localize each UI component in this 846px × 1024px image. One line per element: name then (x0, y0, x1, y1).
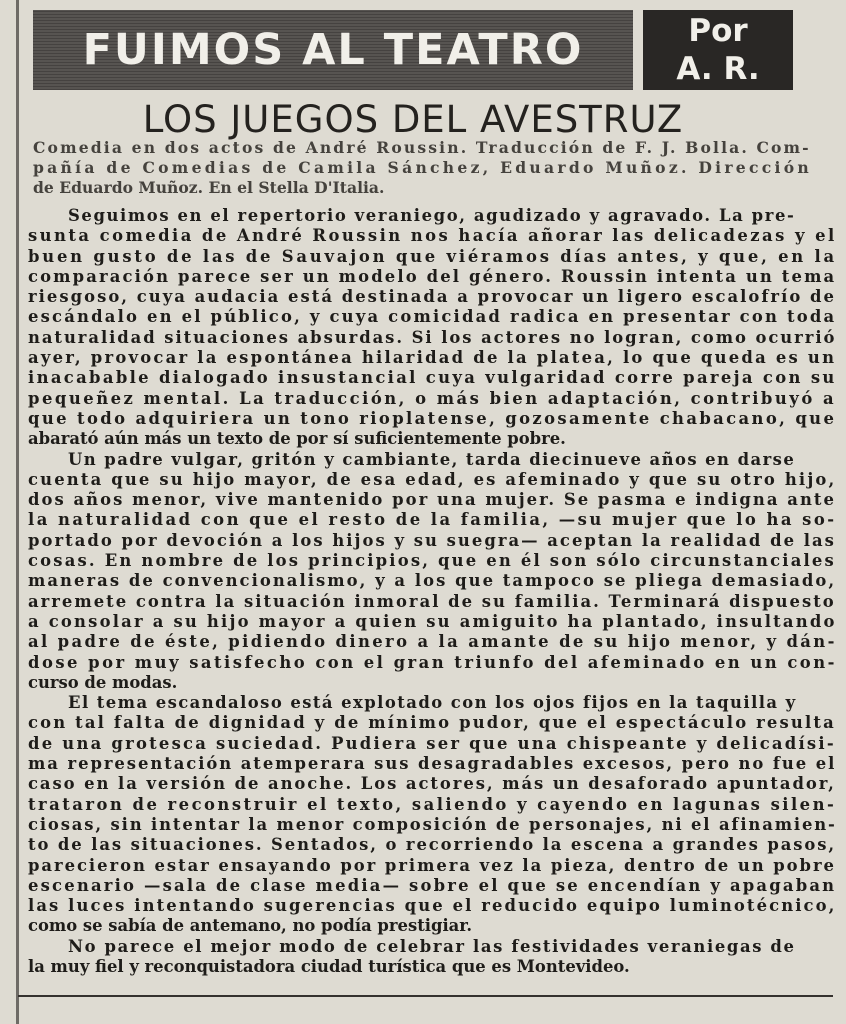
paragraph-line: arremete contra la situación inmoral de su familia. Terminará dispuesto (28, 591, 836, 611)
paragraph-line: dose por muy satisfecho con el gran triunfo del afeminado en un con- (28, 652, 837, 672)
paragraph-line: trataron de reconstruir el texto, saliendo y cayendo en lagunas silen- (28, 794, 837, 814)
article-headline: LOS JUEGOS DEL AVESTRUZ (142, 98, 684, 141)
section-banner (33, 8, 793, 92)
column-rule (16, 0, 19, 1024)
paragraph-line: caso en la versión de anoche. Los actores, más un desaforado apuntador, (28, 774, 836, 794)
paragraph-line: Un padre vulgar, gritón y cambiante, tarda diecinueve años en darse (68, 449, 796, 469)
bottom-rule (18, 995, 833, 997)
credits-line: pañía de Comedias de Camila Sánchez, Eduardo Muñoz. Dirección (33, 158, 812, 177)
byline-box (643, 10, 793, 90)
paragraph-line: pequeñez mental. La traducción, o más bien adaptación, contribuyó a (28, 388, 837, 408)
article-body (28, 206, 837, 977)
article-paragraph (28, 449, 837, 694)
credits-line: Comedia en dos actos de André Roussin. Traducción de F. J. Bolla. Com- (33, 138, 811, 157)
paragraph-line: como se sabía de antemano, no podía prestigiar. (28, 916, 473, 936)
paragraph-line: Seguimos en el repertorio veraniego, agudizado y agravado. La pre- (68, 206, 796, 225)
paragraph-line: maneras de convencionalismo, y a los que tampoco se pliega demasiado, (28, 571, 837, 591)
article-paragraph (28, 206, 837, 450)
article-paragraph (28, 693, 837, 937)
paragraph-line: de una grotesca suciedad. Pudiera ser que una chispeante y delicadísi- (28, 733, 836, 753)
paragraph-line: ma representación atemperara sus desagradables excesos, pero no fue el (28, 754, 837, 774)
paragraph-line: la naturalidad con que el resto de la familia, —su mujer que lo ha so- (28, 510, 837, 530)
paragraph-line: escándalo en el público, y cuya comicidad radica en presentar con toda (28, 307, 837, 327)
paragraph-line: curso de modas. (28, 672, 178, 692)
paragraph-line: riesgoso, cuya audacia está destinada a provocar un ligero escalofrío de (28, 287, 836, 307)
paragraph-line: cosas. En nombre de los principios, que en él son sólo circunstanciales (28, 551, 836, 571)
paragraph-line: al padre de éste, pidiendo dinero a la amante de su hijo menor, y dán- (28, 632, 837, 652)
paragraph-line: a consolar a su hijo mayor a quien su amiguito ha plantado, insultando (28, 611, 837, 631)
paragraph-line: escenario —sala de clase media— sobre el que se encendían y apagaban (28, 875, 837, 895)
paragraph-line: sunta comedia de André Roussin nos hacía añorar las delicadezas y el (28, 226, 837, 246)
paragraph-line: ciosas, sin intentar la menor composición de personajes, ni el afinamien- (28, 814, 837, 834)
paragraph-line: las luces intentando sugerencias que el reducido equipo luminotécnico, (28, 896, 837, 916)
paragraph-line: la muy fiel y reconquistadora ciudad turística que es Montevideo. (28, 956, 630, 976)
paragraph-line: El tema escandaloso está explotado con los ojos fijos en la taquilla y (68, 693, 797, 713)
paragraph-line: con tal falta de dignidad y de mínimo pudor, que el espectáculo resulta (28, 713, 836, 733)
paragraph-line: inacabable dialogado insustancial cuya vulgaridad corre pareja con su (28, 368, 837, 388)
paragraph-line: portado por devoción a los hijos y su suegra— aceptan la realidad de las (28, 530, 836, 550)
paragraph-line: ayer, provocar la espontánea hilaridad de la platea, lo que queda es un (28, 348, 837, 368)
paragraph-line: comparación parece ser un modelo del género. Roussin intenta un tema (28, 266, 837, 286)
section-title-box (33, 10, 633, 90)
paragraph-line: cuenta que su hijo mayor, de esa edad, es afeminado y que su otro hijo, (28, 469, 837, 489)
section-title: FUIMOS AL TEATRO (82, 25, 584, 75)
article-credits (33, 138, 812, 198)
paragraph-line: parecieron estar ensayando por primera vez la pieza, dentro de un pobre (28, 855, 836, 875)
paragraph-line: dos años menor, vive mantenido por una mujer. Se pasma e indigna ante (28, 490, 836, 510)
paragraph-line: to de las situaciones. Sentados, o recorriendo la escena a grandes pasos, (28, 835, 836, 855)
article-paragraph (28, 937, 834, 978)
byline-author: A. R. (676, 51, 760, 87)
paragraph-line: buen gusto de las de Sauvajon que viéramos días antes, y que, en la (28, 246, 837, 266)
paragraph-line: No parece el mejor modo de celebrar las festividades veraniegas de (68, 936, 796, 956)
paragraph-line: que todo adquiriera un tono rioplatense, gozosamente chabacano, que (28, 408, 837, 428)
credits-line: de Eduardo Muñoz. En el Stella D'Italia. (33, 178, 385, 197)
byline-por: Por (688, 13, 748, 49)
paragraph-line: abarató aún más un texto de por sí suficientemente pobre. (28, 429, 566, 449)
paragraph-line: naturalidad situaciones absurdas. Si los actores no logran, como ocurrió (28, 327, 837, 347)
